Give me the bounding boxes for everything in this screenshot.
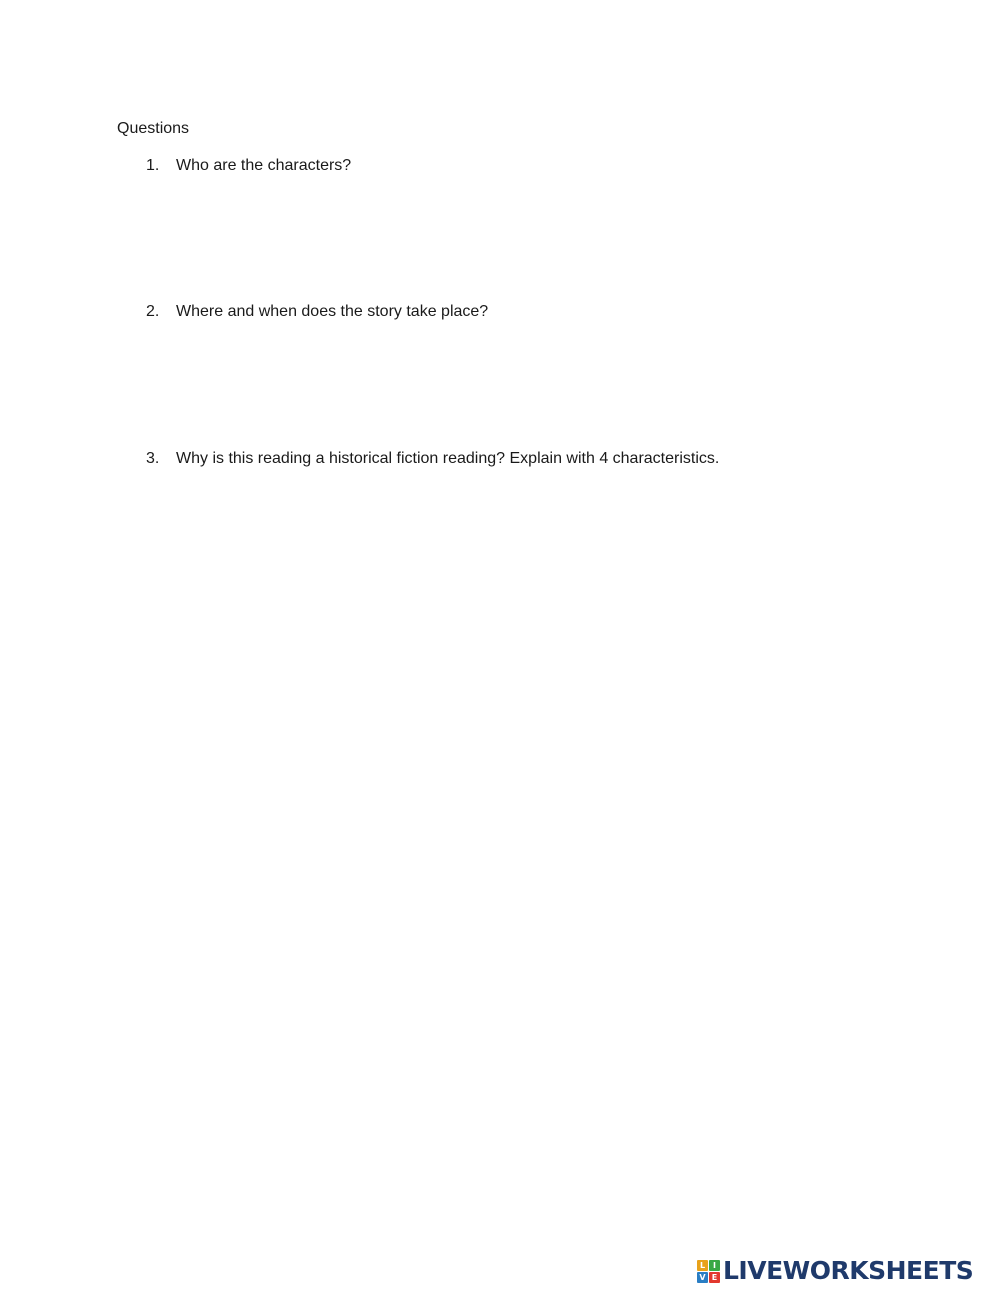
logo-letter-l: L [697,1260,708,1271]
liveworksheets-logo [697,1256,973,1286]
question-number: 1. [146,157,160,174]
question-1 [146,156,351,176]
question-2 [146,302,488,322]
question-number: 2. [146,303,160,320]
liveworksheets-logo-icon [697,1260,720,1283]
questions-heading: Questions [117,120,190,137]
question-text: Where and when does the story take place? [176,303,489,320]
logo-letter-e: E [709,1272,720,1283]
logo-wordmark: LIVEWORKSHEETS [723,1256,974,1285]
question-text: Who are the characters? [176,157,352,174]
logo-letter-i: I [709,1260,720,1271]
question-3 [146,449,719,469]
question-number: 3. [146,450,160,467]
logo-letter-v: V [697,1272,708,1283]
question-text: Why is this reading a historical fiction reading? Explain with 4 characteristics. [176,450,720,467]
